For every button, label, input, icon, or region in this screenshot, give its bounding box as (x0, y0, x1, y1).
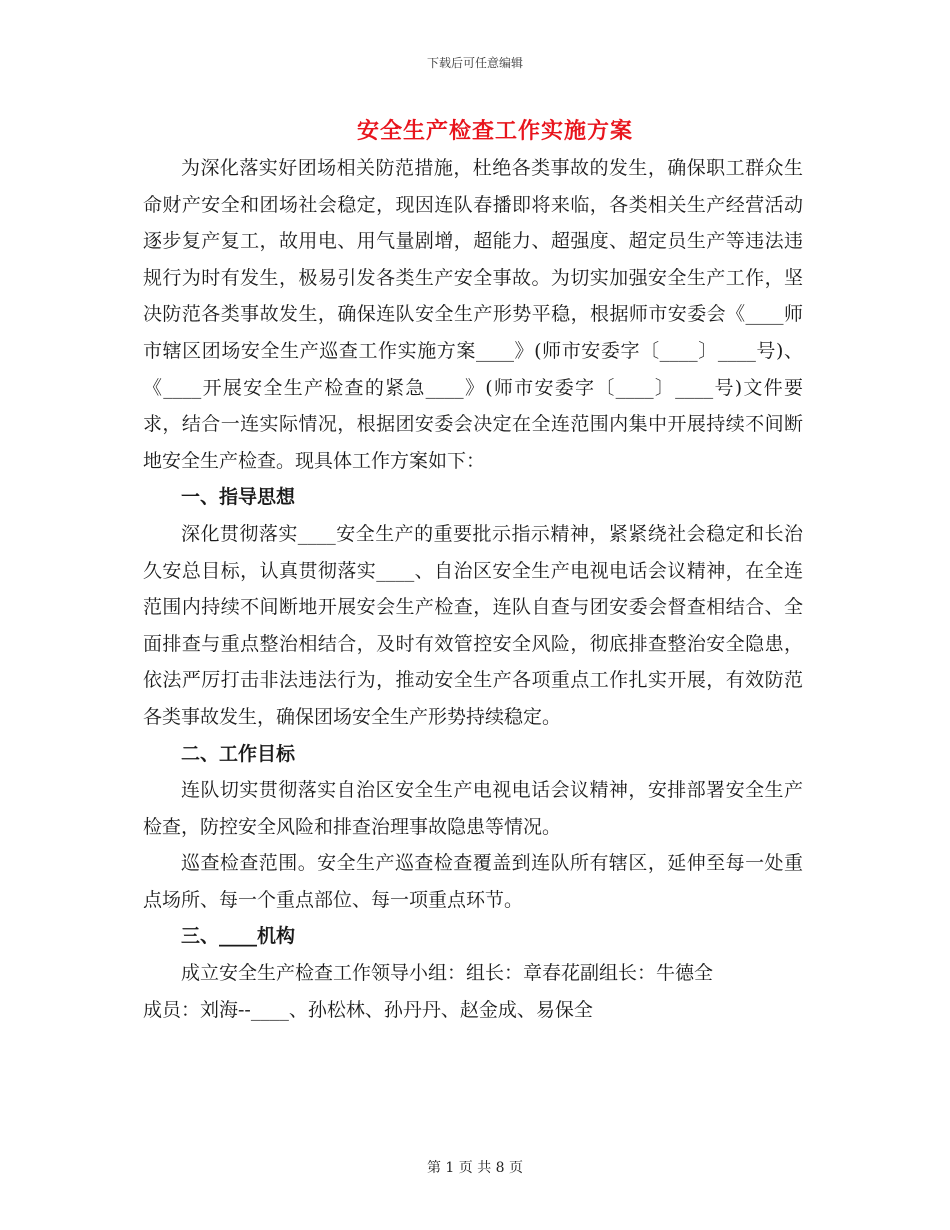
header-note: 下载后可任意编辑 (426, 56, 523, 70)
paragraph-guiding: 深化贯彻落实____安全生产的重要批示指示精神，紧紧绕社会稳定和长治久安总目标，认真贯彻落实____、自治区安全生产电视电话会议精神，在全连范围内持续不间断地开展安会生产检查，连队自查与团安委会督查相结合、全面排查与重点整治相结合，及时有效管控安全风险，彻底排查整治安全隐患，依法严厉打击非法违法行为，推动安全生产各项重点工作扎实开展，有效防范各类事故发生，确保团场安全生产形势持续稳定。 (143, 522, 803, 728)
heading-work-goal: 二、工作目标 (181, 742, 296, 765)
document-title: 安全生产检查工作实施方案 (356, 118, 633, 144)
document-body (143, 150, 803, 1028)
heading-guiding-ideology: 一、指导思想 (181, 486, 296, 509)
page-footer: 第 1 页 共 8 页 (426, 1160, 524, 1176)
paragraph-members: 成员：刘海--____、孙松林、孙丹丹、赵金成、易保全 (143, 998, 593, 1021)
paragraph-scope: 巡查检查范围。安全生产巡查检查覆盖到连队所有辖区，延伸至每一处重点场所、每一个重点部位、每一项重点环节。 (143, 852, 803, 911)
paragraph-goal: 连队切实贯彻落实自治区安全生产电视电话会议精神，安排部署安全生产检查，防控安全风险和排查治理事故隐患等情况。 (143, 779, 803, 838)
heading-organization: 三、____机构 (181, 925, 296, 948)
paragraph-org: 成立安全生产检查工作领导小组：组长：章春花副组长：牛德全 (181, 962, 714, 985)
paragraph-intro: 为深化落实好团场相关防范措施，杜绝各类事故的发生，确保职工群众生命财产安全和团场社会稳定，现因连队春播即将来临，各类相关生产经营活动逐步复产复工，故用电、用气量剧增，超能力、超强度、超定员生产等违法违规行为时有发生，极易引发各类生产安全事故。为切实加强安全生产工作，坚决防范各类事故发生，确保连队安全生产形势平稳，根据师市安委会《____师市辖区团场安全生产巡查工作实施方案____》(师市安委字〔____〕____号)、《____开展安全生产检查的紧急____》(师市安委字〔____〕____号)文件要求，结合一连实际情况，根据团安委会决定在全连范围内集中开展持续不间断地安全生产检查。现具体工作方案如下： (143, 157, 803, 472)
